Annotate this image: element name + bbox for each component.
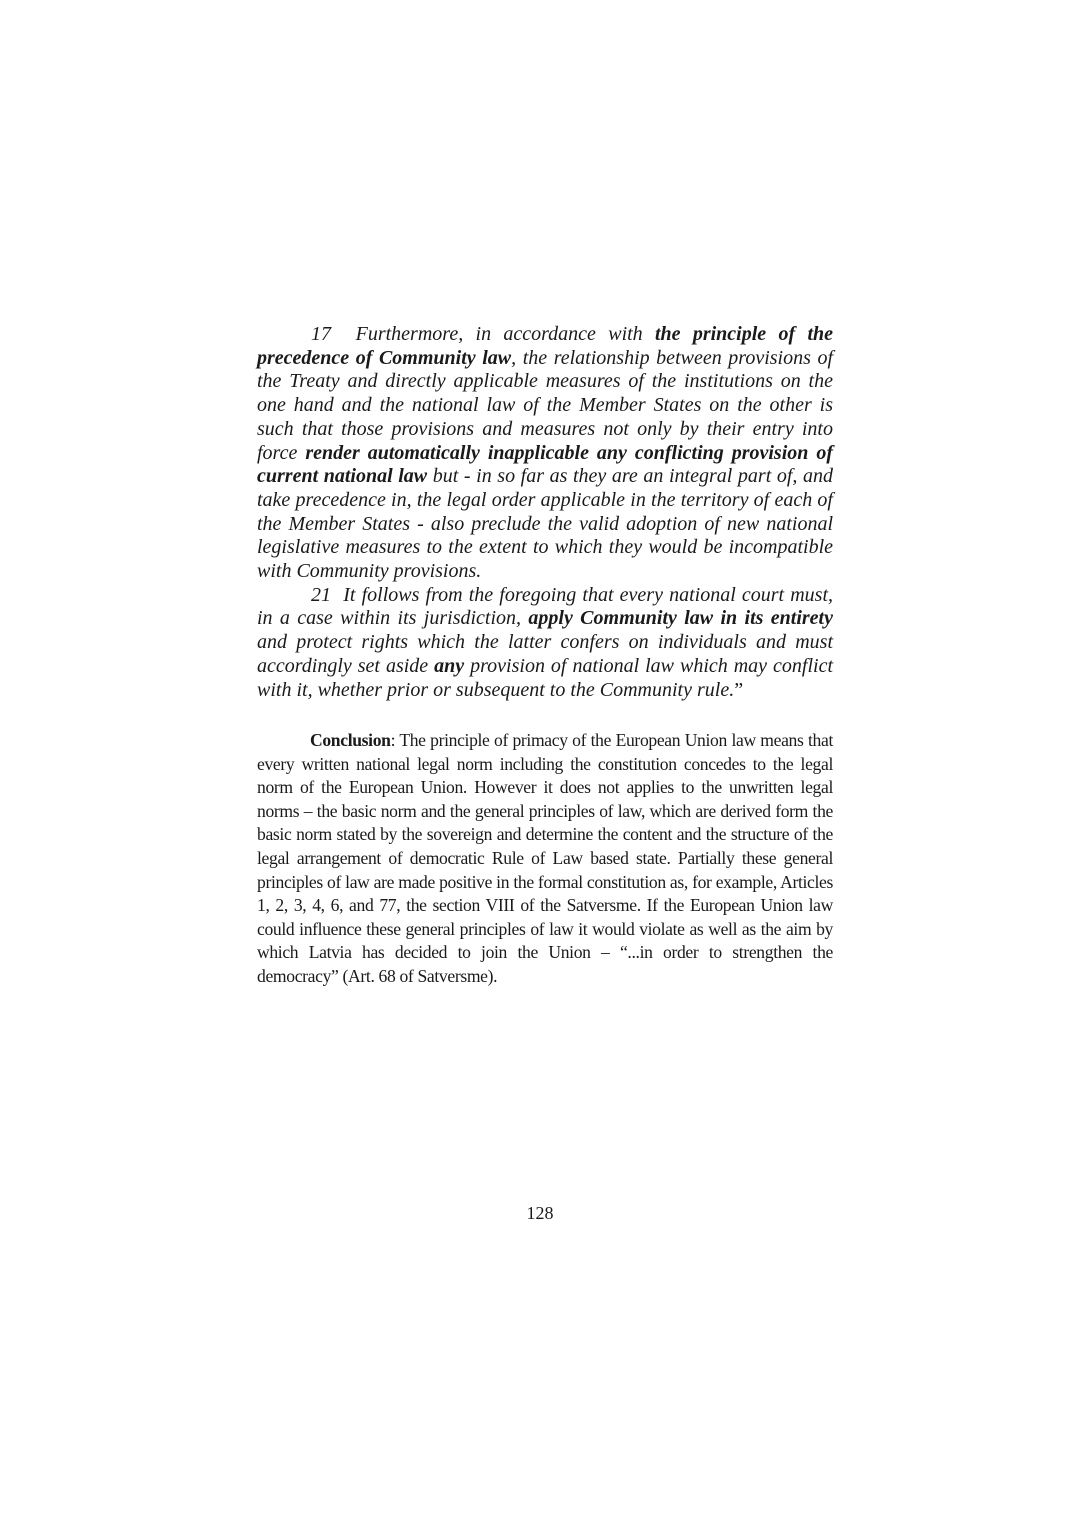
conclusion-paragraph — [257, 729, 833, 989]
quote-paragraph-21 — [257, 584, 833, 703]
quote-text: and protect rights which the latter confers on individuals and must accordingly set aside — [257, 631, 833, 677]
quote-emphasis: any — [434, 654, 465, 677]
quote-text: It follows from the foregoing that every national court must, in a case within its jurisdiction, — [257, 583, 834, 630]
judgment-quote — [257, 323, 833, 702]
quote-text: provision of national law which may conflict with it, whether prior or subsequent to the Community rule. — [257, 654, 834, 701]
closing-quote-mark: ” — [734, 678, 744, 701]
quote-emphasis: apply Community law in its entirety — [528, 607, 833, 630]
paragraph-number: 21 — [311, 583, 331, 606]
conclusion-text: : The principle of primacy of the European Union law means that every written national legal norm including the constitution concedes to the legal norm of the European Union. However it does not applies to the unwritten legal norms – the basic norm and the general principles of law, which are derived form the basic norm stated by the sovereign and determine the content and the structure of the legal arrangement of democratic Rule of Law based state. Partially these general principles of law are made positive in the formal constitution as, for example, Articles 1, 2, 3, 4, 6, and 77, the section VIII of the Satversme. If the European Union law could influence these general principles of law it would violate as well as the aim by which Latvia has decided to join the Union – “...in order to strengthen the democracy” (Art. 68 of Satversme). — [257, 730, 833, 986]
quote-text: Furthermore, in accordance with — [355, 323, 655, 345]
quote-emphasis: render automatically inapplicable any conflicting provision of current national law — [257, 441, 833, 488]
quote-text: but - in so far as they are an integral part of, and take precedence in, the legal order applicable in the territory of each of the Member States - also preclude the valid adoption of new national legislative measures to the extent to which they would be incompatible with Community provisions. — [257, 465, 834, 583]
conclusion-label: Conclusion — [310, 730, 391, 750]
page-number: 128 — [526, 1203, 554, 1223]
paragraph-number: 17 — [311, 323, 331, 345]
quote-text: , the relationship between provisions of the Treaty and directly applicable measures of the institutions on the one hand and the national law of the Member States on the other is such that those provisions and measures not only by their entry into force — [257, 346, 833, 464]
quote-emphasis: the principle of the precedence of Community law — [257, 323, 834, 369]
conclusion-section — [257, 729, 833, 989]
quote-paragraph-17 — [257, 323, 833, 584]
